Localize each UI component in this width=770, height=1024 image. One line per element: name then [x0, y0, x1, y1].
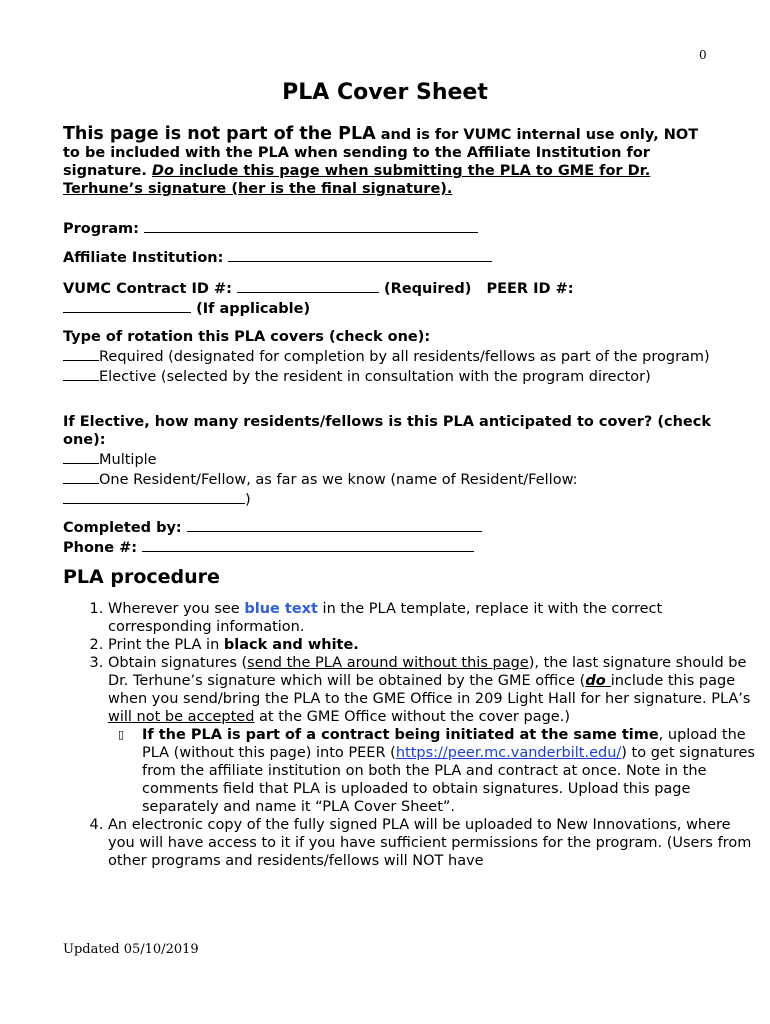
contract-field	[63, 278, 713, 318]
step3-text-d: at the GME Office without the cover page.)	[254, 709, 570, 725]
step3-text-b: ), the last signature should be Dr. Terhune’s signature which will be obtained by the GME office (	[108, 655, 747, 689]
resident-name-blank[interactable]	[63, 489, 245, 504]
elective-heading: If Elective, how many residents/fellows is this PLA anticipated to cover? (check one):	[63, 414, 711, 448]
one-text: One Resident/Fellow, as far as we know (name of Resident/Fellow:	[99, 472, 578, 488]
rotation-section	[63, 328, 713, 386]
intro-do: Do	[151, 163, 174, 179]
step2-bold: black and white.	[223, 637, 359, 653]
step3-do: do	[585, 673, 611, 689]
step-2	[108, 636, 758, 654]
step3-underline-2: will not be accepted	[108, 709, 255, 725]
sub-text-a: , upload the PLA (without this page) into PEER (	[142, 727, 746, 761]
affiliate-field	[63, 247, 713, 267]
program-blank[interactable]	[144, 218, 478, 233]
phone-field	[63, 537, 713, 557]
multiple-checkbox[interactable]	[63, 449, 99, 464]
contract-label: VUMC Contract ID #:	[63, 281, 232, 297]
required-text: Required (designated for completion by all residents/fellows as part of the program)	[99, 349, 710, 365]
if-applicable-label: (If applicable)	[196, 301, 311, 317]
step-3-sub-bullet	[108, 726, 758, 816]
program-label: Program:	[63, 221, 139, 237]
intro-do-text: include this page when submitting the PLA to GME for Dr. Terhune’s signature (her is the final signature).	[63, 163, 651, 197]
step-1	[108, 600, 758, 636]
required-checkbox[interactable]	[63, 346, 99, 361]
peer-label: PEER ID #:	[486, 281, 574, 297]
blue-text: blue text	[244, 601, 318, 617]
phone-blank[interactable]	[142, 537, 474, 552]
program-field	[63, 218, 713, 238]
step-3	[108, 654, 758, 816]
multiple-text: Multiple	[99, 452, 157, 468]
completed-section	[63, 517, 713, 557]
step3-text-c: include this page when you send/bring the PLA to the GME Office in 209 Light Hall for her signature. PLA’s	[108, 673, 751, 707]
required-label: (Required)	[384, 281, 472, 297]
affiliate-blank[interactable]	[228, 247, 492, 262]
step1-text-b: in the PLA template, replace it with the correct corresponding information.	[108, 601, 663, 635]
updated-date: Updated 05/10/2019	[63, 942, 199, 957]
contract-blank[interactable]	[237, 278, 379, 293]
elective-text: Elective (selected by the resident in consultation with the program director)	[99, 369, 651, 385]
peer-blank[interactable]	[63, 298, 191, 313]
completed-by-label: Completed by:	[63, 520, 182, 536]
one-option	[63, 469, 713, 489]
one-checkbox[interactable]	[63, 469, 99, 484]
resident-close: )	[245, 492, 251, 508]
resident-name-line	[63, 489, 713, 509]
step3-text-a: Obtain signatures (	[108, 655, 248, 671]
page-number: 0	[699, 48, 707, 62]
step3-underline: send the PLA around without this page	[247, 655, 529, 671]
step2-text-a: Print the PLA in	[108, 637, 224, 653]
rotation-required-option	[63, 346, 713, 366]
step1-text-a: Wherever you see	[108, 601, 245, 617]
phone-label: Phone #:	[63, 540, 138, 556]
intro-notice	[63, 125, 713, 198]
procedure-list	[63, 600, 758, 870]
rotation-heading: Type of rotation this PLA covers (check one):	[63, 329, 431, 345]
procedure-heading: PLA procedure	[63, 566, 220, 588]
affiliate-label: Affiliate Institution:	[63, 250, 224, 266]
sub-bold: If the PLA is part of a contract being initiated at the same time	[142, 727, 659, 743]
elective-section	[63, 413, 713, 509]
sub-text-b: ) to get signatures from the affiliate institution on both the PLA and contract at once. Note in the comments field that PLA is uploaded to obtain signatures. Upload this page separately and name it “PLA Cover Sheet”.	[142, 745, 755, 815]
completed-by-blank[interactable]	[187, 517, 482, 532]
page-title: PLA Cover Sheet	[282, 80, 488, 105]
rotation-elective-option	[63, 366, 713, 386]
multiple-option	[63, 449, 713, 469]
bullet-icon: ▯	[118, 728, 125, 741]
step-4: 4. An electronic copy of the fully signed PLA will be uploaded to New Innovations, where you will have access to it if you have sufficient permissions for the program. (Users from other programs and residents/fellows will NOT have	[108, 816, 758, 870]
intro-lead: This page is not part of the PLA	[63, 124, 376, 144]
intro-text: and is for VUMC internal use only, NOT to be included with the PLA when sending to the Affiliate Institution for signature.	[63, 127, 699, 179]
completed-by-field	[63, 517, 713, 537]
elective-checkbox[interactable]	[63, 366, 99, 381]
peer-link[interactable]: https://peer.mc.vanderbilt.edu/	[395, 745, 622, 761]
